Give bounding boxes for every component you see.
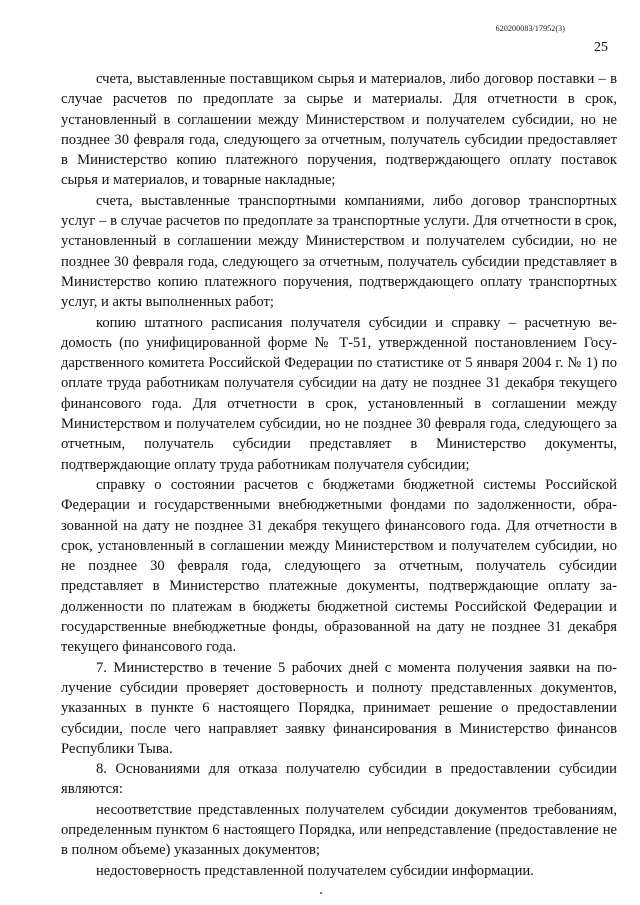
paragraph-transport-invoices: счета, выставленные транспортными компаниями, либо договор транспортных услуг – в случае расчетов по предоплате за транспортные услуги. Для отчетности в срок, установленный в соглашении между Министерством и получателем субсидии, но не позднее 30 февраля года, следующего за отчетным, получатель субсидии представляет в Министерство копию платежного поручения, подтверждающего оплату транспортных услуг, и акты выполненных работ; (61, 192, 617, 311)
document-body (61, 69, 617, 881)
page-number: 25 (594, 40, 608, 55)
paragraph-item-8: 8. Основаниями для отказа получателю субсидии в предоставлении субсидии являются: (61, 761, 617, 798)
paragraph-item-7: 7. Министерство в течение 5 рабочих дней с момента получения заявки на получение субсидии проверяет достоверность и полноту представленных документов, указанных в пункте 6 настоящего Порядка, принимает решение о предоставлении субсидии, после чего направляет заявку финансирования в Министерство финансов Республики Тыва. (61, 659, 617, 757)
scan-dot (320, 892, 322, 894)
paragraph-budget-settlements: справку о состоянии расчетов с бюджетами бюджетной системы Российской Федерации и государственными внебюджетными фондами по задолженности, образованной на дату не позднее 31 декабря текущего финансового года. Для отчетности в срок, установленный в соглашении между Министерством и получателем субсидии, но не позднее 30 февраля года, следующего за отчетным, получатель субсидии представляет в Министерство платежные документы, подтверждающие оплату задолженности по платежам в бюджеты бюджетной системы Российской Федерации и государственные внебюджетные фонды, образованной на дату не позднее 31 декабря текущего финансового года. (61, 476, 617, 656)
paragraph-staff-schedule: копию штатного расписания получателя субсидии и справку – расчетную ведомость (по унифицированной форме № Т-51, утвержденной постановлением Государственного комитета Российской Федерации по статистике от 5 января 2004 г. № 1) по оплате труда работникам получателя субсидии на дату не позднее 31 декабря текущего финансового года. Для отчетности в срок, установленный в соглашении между Министерством и получателем субсидии, но не позднее 30 февраля года, следующего за отчетным, получатель субсидии представляет в Министерство документы, подтверждающие оплату труда работникам получателя субсидии; (61, 314, 617, 473)
paragraph-supplier-invoices: счета, выставленные поставщиком сырья и материалов, либо договор поставки – в случае расчетов по предоплате за сырье и материалы. Для отчетности в срок, установленный в соглашении между Министерством и получателем субсидии, но не позднее 30 февраля года, следующего за отчетным, получатель субсидии предоставляет в Министерство копию платежного поручения, подтверждающего оплату поставок сырья и материалов, и товарные накладные; (61, 71, 617, 189)
paragraph-refusal-noncompliance: несоответствие представленных получателем субсидии документов требованиям, определенным пунктом 6 настоящего Порядка, или непредставление (предоставление не в полном объеме) указанных документов; (61, 801, 617, 859)
paragraph-refusal-inaccuracy: недостоверность представленной получателем субсидии информации. (96, 862, 534, 879)
document-id: 620200083/17952(3) (495, 24, 565, 33)
